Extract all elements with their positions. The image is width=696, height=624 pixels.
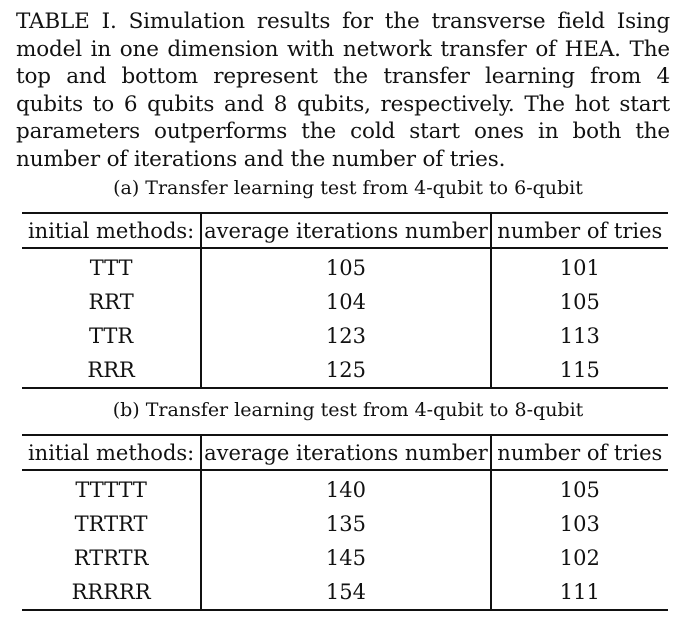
subtable-a-caption: (a) Transfer learning test from 4-qubit to 6-qubit [113,177,583,199]
cell-tries: 111 [491,575,668,610]
cell-tries: 103 [559,512,600,536]
table-row [22,575,668,610]
cell-tries: 102 [559,546,600,570]
cell-iterations: 125 [201,353,490,388]
cell-iterations: 135 [201,507,490,541]
cell-method: RTRTR [22,541,201,575]
cell-method: TRTRT [22,507,201,541]
column-header-initial-methods: initial methods: [22,435,201,470]
cell-tries: 105 [559,478,600,502]
column-header-number-of-tries: number of tries [491,435,668,470]
column-header-average-iterations: average iterations number [201,213,490,248]
column-header-number-of-tries: number of tries [491,213,668,248]
cell-method: RRRRR [22,575,201,610]
cell-tries: 113 [559,324,600,348]
cell-iterations: 123 [201,319,490,353]
table-caption: TABLE I. Simulation results for the transverse field Ising model in one dimension with network transfer of HEA. The top and bottom represent the transfer learning from 4 qubits to 6 qubits and 8 qubits, respectively. The hot start parameters outperforms the cold start ones in both the number of iterations and the number of tries. [16,9,670,172]
cell-method: TTT [22,248,201,285]
cell-iterations: 154 [201,575,490,610]
subtable-b-caption: (b) Transfer learning test from 4-qubit to 8-qubit [112,399,584,421]
table-row [22,470,668,507]
table-header-row [22,213,668,248]
cell-iterations: 105 [201,248,490,285]
table-row [22,248,668,285]
table-row [22,319,668,353]
table-header-row [22,435,668,470]
column-header-average-iterations: average iterations number [201,435,490,470]
results-table-b [22,434,668,611]
table-row [22,541,668,575]
cell-tries: 101 [559,256,600,280]
cell-method: TTR [22,319,201,353]
cell-tries: 105 [559,290,600,314]
column-header-initial-methods: initial methods: [22,213,201,248]
cell-tries: 115 [491,353,668,388]
table-row [22,285,668,319]
table-row [22,353,668,388]
cell-method: TTTTT [22,470,201,507]
cell-method: RRR [22,353,201,388]
cell-iterations: 104 [201,285,490,319]
cell-iterations: 145 [201,541,490,575]
cell-iterations: 140 [201,470,490,507]
cell-method: RRT [22,285,201,319]
results-table-a [22,212,668,389]
table-row [22,507,668,541]
